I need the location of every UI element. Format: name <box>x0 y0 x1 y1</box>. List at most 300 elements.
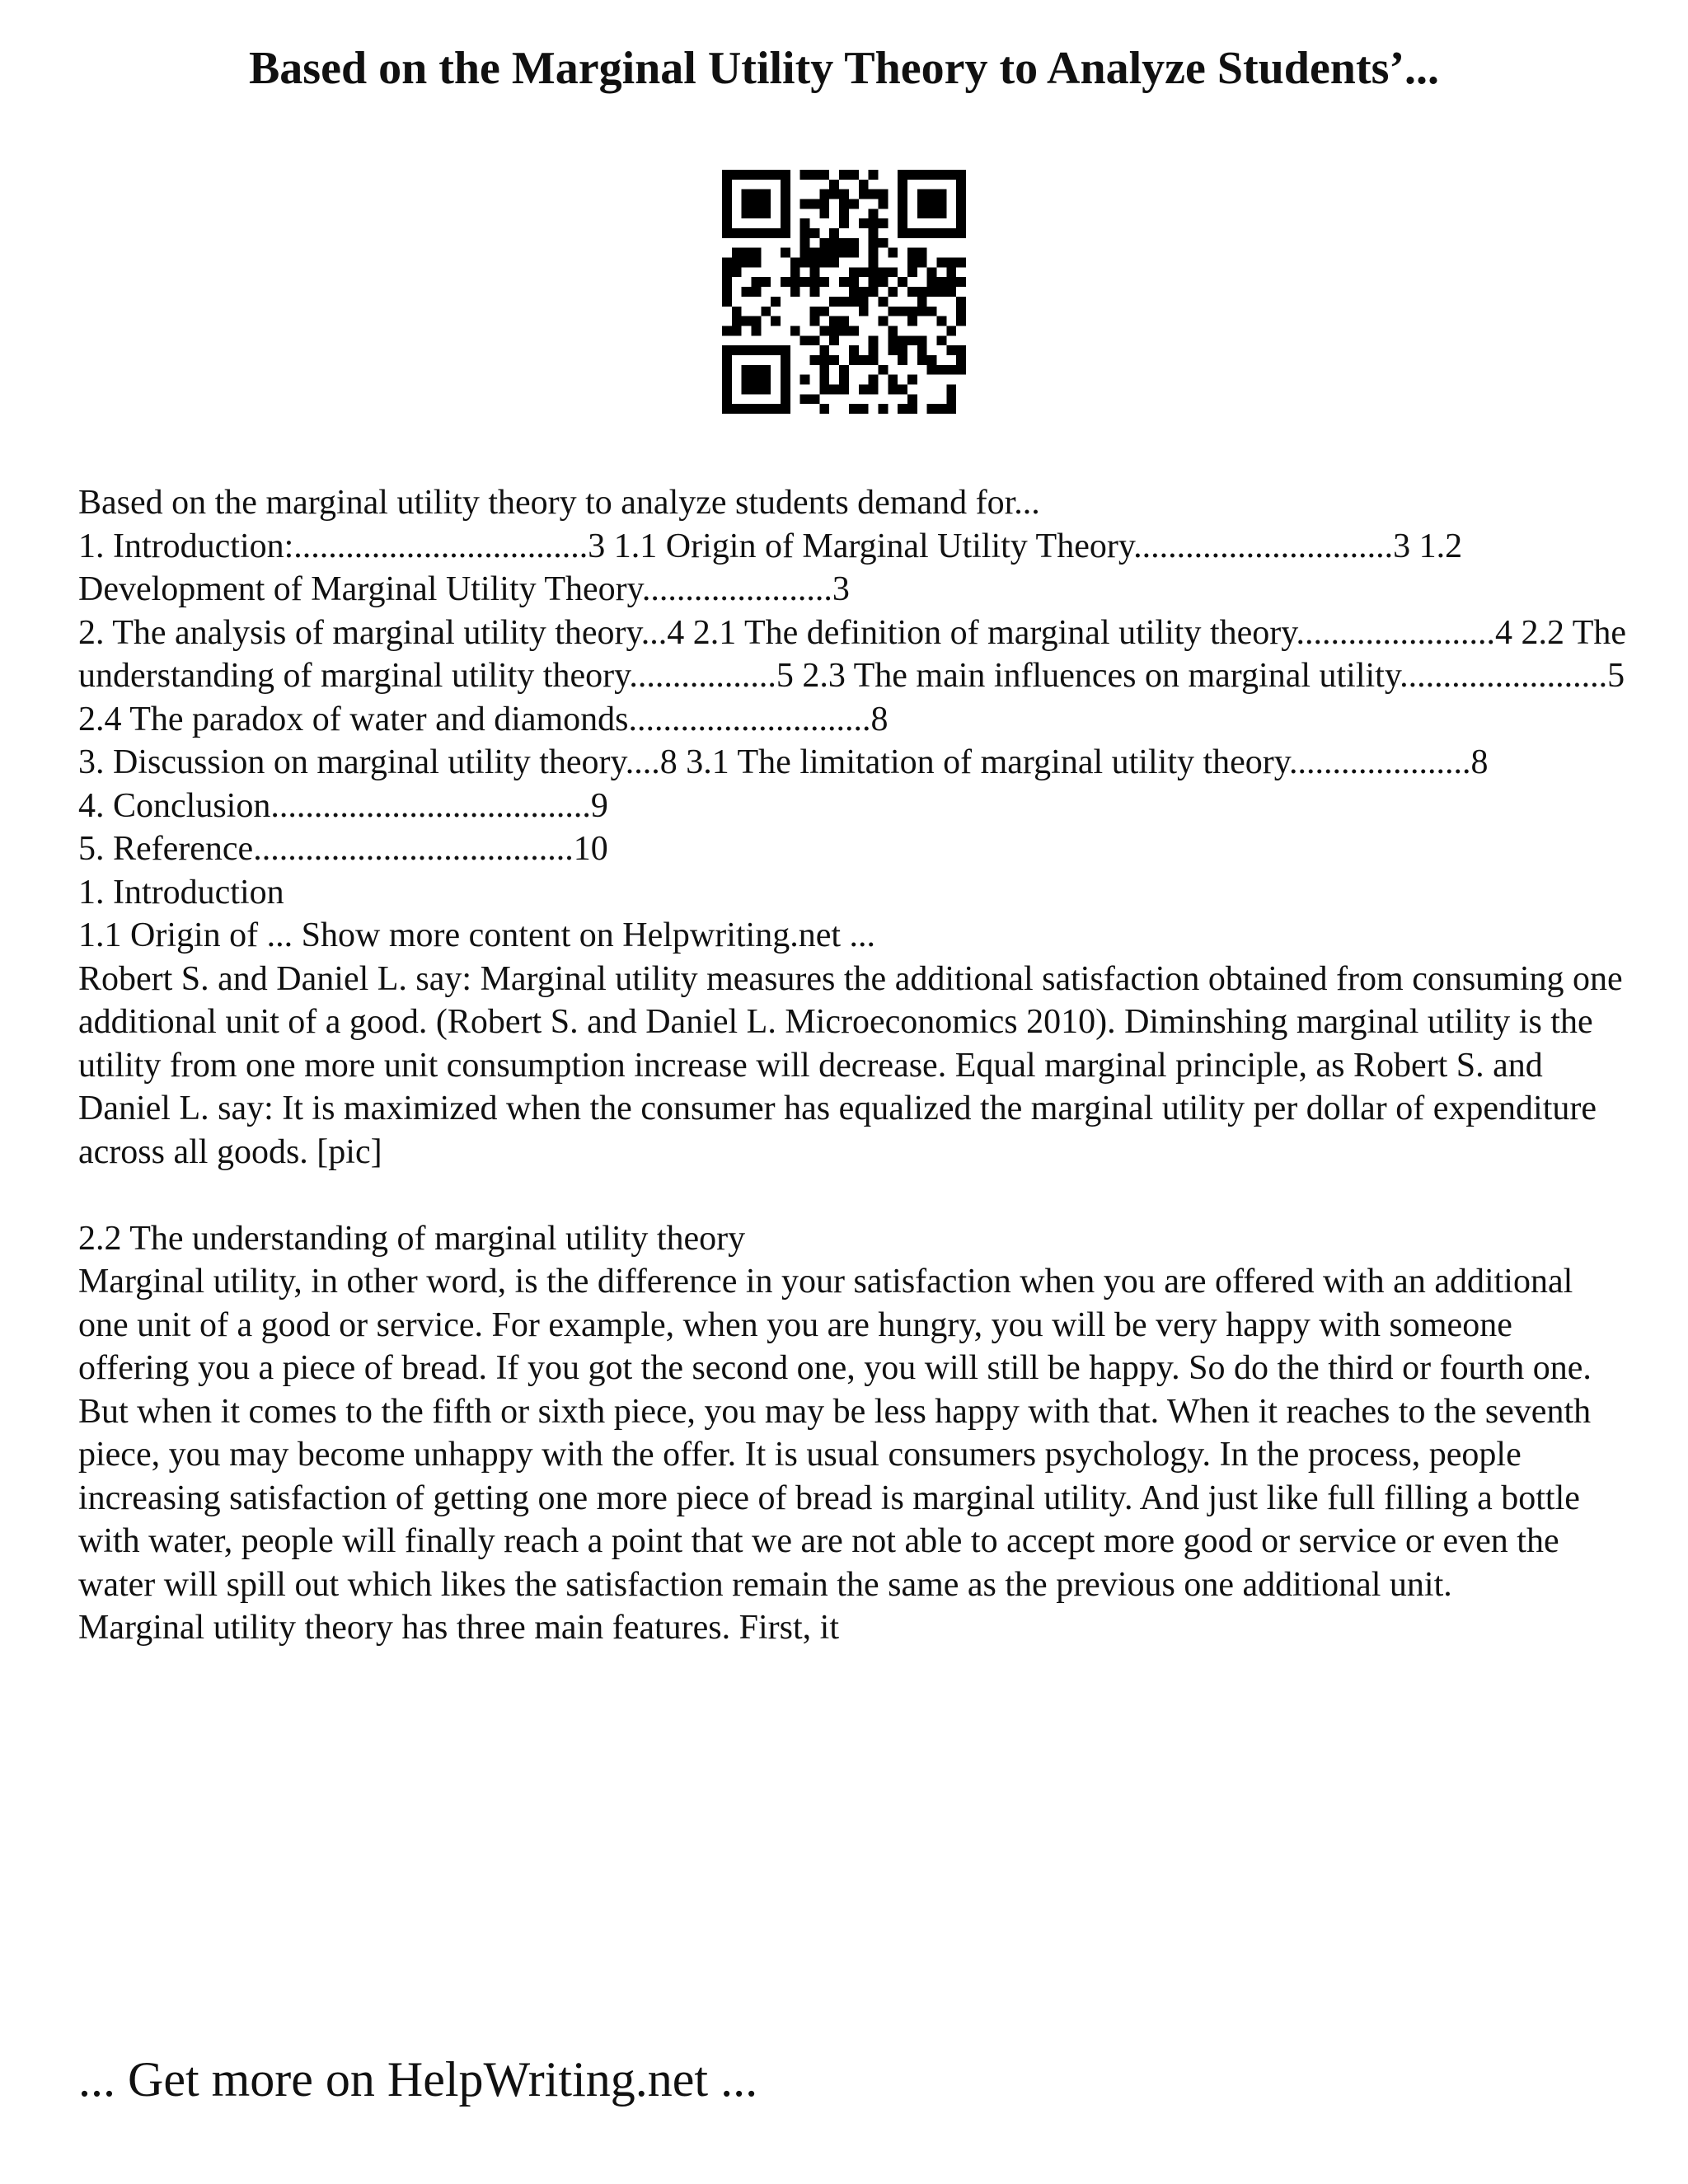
qr-module <box>946 365 956 375</box>
qr-module <box>829 180 839 190</box>
qr-module <box>722 345 732 355</box>
qr-module <box>810 228 820 238</box>
qr-module <box>936 228 946 238</box>
qr-module <box>927 355 937 365</box>
qr-module <box>927 404 937 414</box>
qr-module <box>878 199 888 209</box>
qr-module <box>849 238 859 248</box>
qr-module <box>810 316 820 326</box>
qr-module <box>927 277 937 287</box>
qr-module <box>927 365 937 375</box>
qr-module <box>722 355 732 365</box>
qr-module <box>742 384 752 394</box>
qr-module <box>752 365 762 375</box>
qr-module <box>722 394 732 404</box>
qr-module <box>859 307 869 316</box>
qr-module <box>878 297 888 307</box>
qr-module <box>732 267 742 277</box>
qr-module <box>752 384 762 394</box>
qr-module <box>781 209 790 218</box>
section-heading: 2.2 The understanding of marginal utility theory <box>78 1219 746 1258</box>
qr-module <box>859 404 869 414</box>
qr-module <box>917 170 927 180</box>
qr-module <box>869 209 879 218</box>
qr-module <box>810 277 820 287</box>
qr-module <box>859 384 869 394</box>
qr-module <box>859 267 869 277</box>
qr-module <box>752 228 762 238</box>
qr-module <box>888 375 898 385</box>
qr-module <box>800 394 810 404</box>
qr-module <box>849 355 859 365</box>
qr-module <box>946 267 956 277</box>
qr-module <box>771 345 781 355</box>
qr-module <box>839 238 849 248</box>
qr-module <box>819 277 829 287</box>
qr-module <box>781 218 790 228</box>
qr-module <box>781 199 790 209</box>
qr-module <box>722 199 732 209</box>
qr-module <box>898 404 907 414</box>
qr-module <box>761 277 771 287</box>
qr-module <box>819 307 829 316</box>
qr-module <box>810 335 820 345</box>
qr-module <box>956 365 966 375</box>
qr-module <box>888 287 898 297</box>
qr-code-icon <box>722 170 966 414</box>
qr-module <box>878 277 888 287</box>
qr-module <box>936 335 946 345</box>
qr-module <box>829 384 839 394</box>
qr-module <box>829 316 839 326</box>
qr-module <box>781 355 790 365</box>
qr-module <box>956 209 966 218</box>
qr-module <box>829 335 839 345</box>
qr-module <box>878 218 888 228</box>
qr-module <box>927 287 937 297</box>
qr-module <box>956 170 966 180</box>
qr-module <box>810 267 820 277</box>
qr-module <box>956 258 966 268</box>
qr-module <box>898 228 907 238</box>
qr-module <box>859 218 869 228</box>
qr-module <box>849 345 859 355</box>
qr-module <box>878 404 888 414</box>
qr-module <box>722 267 732 277</box>
qr-module <box>898 307 907 316</box>
qr-module <box>927 209 937 218</box>
qr-module <box>869 375 879 385</box>
qr-module <box>839 375 849 385</box>
qr-module <box>917 287 927 297</box>
qr-module <box>898 209 907 218</box>
qr-module <box>819 190 829 199</box>
qr-module <box>752 190 762 199</box>
qr-module <box>839 218 849 228</box>
qr-module <box>790 277 800 287</box>
qr-module <box>732 170 742 180</box>
qr-module <box>819 170 829 180</box>
qr-module <box>956 199 966 209</box>
qr-module <box>839 384 849 394</box>
qr-module <box>742 365 752 375</box>
qr-module <box>869 335 879 345</box>
qr-module <box>888 345 898 355</box>
qr-module <box>742 199 752 209</box>
qr-module <box>888 384 898 394</box>
qr-module <box>839 277 849 287</box>
qr-module <box>732 307 742 316</box>
qr-module <box>722 258 732 268</box>
qr-module <box>829 326 839 335</box>
qr-module <box>869 355 879 365</box>
qr-module <box>800 375 810 385</box>
qr-module <box>878 238 888 248</box>
qr-module <box>722 218 732 228</box>
qr-module <box>781 277 790 287</box>
qr-module <box>752 277 762 287</box>
qr-module <box>869 287 879 297</box>
qr-module <box>859 287 869 297</box>
qr-module <box>790 326 800 335</box>
qr-module <box>849 248 859 258</box>
qr-module <box>752 404 762 414</box>
qr-module <box>800 248 810 258</box>
qr-module <box>839 297 849 307</box>
qr-module <box>849 326 859 335</box>
qr-module <box>722 228 732 238</box>
qr-module <box>722 180 732 190</box>
document-title: Based on the Marginal Utility Theory to Analyze Students’... <box>248 43 1440 94</box>
qr-module <box>722 287 732 297</box>
qr-module <box>819 209 829 218</box>
qr-module <box>888 326 898 335</box>
qr-module <box>849 404 859 414</box>
qr-module <box>917 258 927 268</box>
qr-module <box>732 345 742 355</box>
qr-module <box>722 404 732 414</box>
qr-module <box>761 209 771 218</box>
qr-module <box>898 180 907 190</box>
qr-module <box>742 248 752 258</box>
qr-module <box>936 258 946 268</box>
qr-module <box>927 267 937 277</box>
qr-module <box>936 365 946 375</box>
qr-module <box>888 307 898 316</box>
qr-module <box>752 316 762 326</box>
qr-module <box>742 316 752 326</box>
qr-module <box>946 228 956 238</box>
qr-module <box>907 248 917 258</box>
qr-module <box>829 297 839 307</box>
qr-module <box>800 238 810 248</box>
qr-module <box>722 209 732 218</box>
qr-module <box>761 199 771 209</box>
qr-module <box>956 355 966 365</box>
intro-line: Based on the marginal utility theory to analyze students demand for... <box>78 484 1040 522</box>
qr-module <box>829 190 839 199</box>
qr-module <box>781 404 790 414</box>
qr-module <box>829 248 839 258</box>
qr-module <box>839 170 849 180</box>
qr-module <box>839 326 849 335</box>
section-heading: 1. Introduction <box>78 873 284 912</box>
qr-module <box>829 258 839 268</box>
qr-module <box>898 199 907 209</box>
qr-module <box>810 258 820 268</box>
qr-module <box>869 190 879 199</box>
qr-module <box>761 345 771 355</box>
qr-module <box>888 267 898 277</box>
qr-module <box>781 345 790 355</box>
qr-module <box>800 170 810 180</box>
qr-module <box>898 170 907 180</box>
toc-entry-4: 4. Conclusion.....................................9 <box>78 786 608 825</box>
qr-module <box>917 228 927 238</box>
toc-entry-3: 3. Discussion on marginal utility theory....8 3.1 The limitation of marginal utility theory.....................8 <box>78 743 1489 781</box>
qr-module <box>781 384 790 394</box>
qr-module <box>839 199 849 209</box>
qr-module <box>839 248 849 258</box>
qr-module <box>781 190 790 199</box>
qr-module <box>859 190 869 199</box>
qr-module <box>839 209 849 218</box>
qr-module <box>761 307 771 316</box>
qr-module <box>849 170 859 180</box>
qr-module <box>761 190 771 199</box>
qr-module <box>819 238 829 248</box>
qr-module <box>732 326 742 335</box>
qr-module <box>790 258 800 268</box>
qr-module <box>839 316 849 326</box>
qr-module <box>956 316 966 326</box>
qr-module <box>869 170 879 180</box>
qr-module <box>771 404 781 414</box>
qr-module <box>752 209 762 218</box>
toc-entry-5: 5. Reference.....................................10 <box>78 830 608 868</box>
section-tail: Marginal utility theory has three main features. First, it <box>78 1609 840 1647</box>
qr-module <box>829 355 839 365</box>
section-body: Robert S. and Daniel L. say: Marginal utility measures the additional satisfaction obtained from consuming one additional unit of a good. (Robert S. and Daniel L. Microeconomics 2010). Diminshing marginal utility is the utility from one more unit consumption increase will decrease. Equal marginal principle, as Robert S. and Daniel L. say: It is maximized when the consumer has equalized the marginal utility per dollar of expenditure across all goods. [pic] <box>78 959 1623 1171</box>
qr-module <box>781 394 790 404</box>
qr-module <box>761 404 771 414</box>
qr-module <box>752 375 762 385</box>
qr-module <box>722 375 732 385</box>
qr-module <box>761 384 771 394</box>
qr-module <box>917 190 927 199</box>
qr-module <box>907 307 917 316</box>
qr-module <box>742 209 752 218</box>
qr-module <box>946 384 956 394</box>
qr-module <box>722 277 732 287</box>
qr-module <box>869 248 879 258</box>
qr-module <box>946 258 956 268</box>
qr-module <box>898 277 907 287</box>
qr-module <box>819 404 829 414</box>
qr-module <box>819 258 829 268</box>
qr-module <box>907 287 917 297</box>
qr-module <box>907 404 917 414</box>
qr-module <box>956 277 966 287</box>
qr-module <box>742 404 752 414</box>
qr-module <box>898 335 907 345</box>
qr-module <box>869 218 879 228</box>
qr-module <box>946 170 956 180</box>
qr-module <box>752 345 762 355</box>
qr-module <box>732 228 742 238</box>
qr-module <box>722 297 732 307</box>
qr-module <box>849 277 859 287</box>
qr-module <box>810 287 820 297</box>
qr-module <box>771 297 781 307</box>
qr-module <box>800 277 810 287</box>
qr-module <box>898 345 907 355</box>
qr-module <box>800 228 810 238</box>
qr-module <box>800 335 810 345</box>
qr-module <box>917 199 927 209</box>
qr-module <box>839 365 849 375</box>
qr-module <box>752 199 762 209</box>
qr-module <box>927 307 937 316</box>
qr-module <box>742 190 752 199</box>
qr-module <box>722 326 732 335</box>
qr-module <box>936 404 946 414</box>
qr-module <box>907 258 917 268</box>
qr-module <box>859 355 869 365</box>
qr-module <box>936 277 946 287</box>
qr-module <box>722 365 732 375</box>
qr-module <box>752 248 762 258</box>
qr-module <box>732 258 742 268</box>
qr-module <box>869 345 879 355</box>
qr-module <box>810 248 820 258</box>
qr-module <box>722 190 732 199</box>
qr-module <box>956 218 966 228</box>
qr-module <box>917 307 927 316</box>
qr-module <box>761 365 771 375</box>
qr-module <box>771 170 781 180</box>
qr-module <box>936 170 946 180</box>
qr-module <box>907 394 917 404</box>
qr-module <box>732 404 742 414</box>
qr-module <box>810 355 820 365</box>
qr-module <box>810 199 820 209</box>
qr-module <box>917 248 927 258</box>
qr-module <box>752 170 762 180</box>
qr-module <box>829 228 839 238</box>
qr-module <box>907 335 917 345</box>
section-body: Marginal utility, in other word, is the difference in your satisfaction when you are offered with an additional one unit of a good or service. For example, when you are hungry, you will be very happy with someone offering you a piece of bread. If you got the second one, you will still be happy. So do the third or fourth one. But when it comes to the fifth or sixth piece, you may be less happy with that. When it reaches to the seventh piece, you may become unhappy with the offer. It is usual consumers psychology. In the process, people increasing satisfaction of getting one more piece of bread is marginal utility. And just like full filling a bottle with water, people will finally reach a point that we are not able to accept more good or service or even the water will spill out which likes the satisfaction remain the same as the previous one additional unit. <box>78 1263 1592 1604</box>
qr-module <box>927 199 937 209</box>
qr-module <box>888 248 898 258</box>
qr-module <box>781 180 790 190</box>
qr-module <box>819 375 829 385</box>
qr-module <box>907 170 917 180</box>
qr-module <box>819 384 829 394</box>
section-subheading: 1.1 Origin of ... Show more content on Helpwriting.net ... <box>78 916 876 954</box>
qr-module <box>761 170 771 180</box>
qr-module <box>946 326 956 335</box>
qr-module <box>810 307 820 316</box>
qr-module <box>819 345 829 355</box>
qr-module <box>869 384 879 394</box>
qr-module <box>781 375 790 385</box>
qr-module <box>849 287 859 297</box>
section-understanding <box>78 1217 1628 1650</box>
qr-module <box>810 170 820 180</box>
qr-module <box>732 248 742 258</box>
qr-module <box>869 277 879 287</box>
qr-module <box>878 365 888 375</box>
qr-module <box>742 375 752 385</box>
qr-module <box>869 228 879 238</box>
qr-module <box>800 258 810 268</box>
qr-module <box>742 287 752 297</box>
qr-module <box>761 228 771 238</box>
qr-module <box>956 228 966 238</box>
qr-module <box>898 218 907 228</box>
qr-module <box>800 218 810 228</box>
qr-module <box>927 228 937 238</box>
qr-module <box>888 335 898 345</box>
document-body <box>78 481 1628 1693</box>
qr-module <box>849 297 859 307</box>
qr-module <box>819 199 829 209</box>
qr-module <box>898 384 907 394</box>
qr-module <box>878 190 888 199</box>
qr-module <box>849 199 859 209</box>
qr-module <box>742 258 752 268</box>
qr-module <box>781 248 790 258</box>
qr-module <box>859 297 869 307</box>
qr-module <box>742 170 752 180</box>
qr-module <box>829 238 839 248</box>
footer-link-text[interactable]: ... Get more on HelpWriting.net ... <box>78 2052 758 2107</box>
qr-module <box>878 267 888 277</box>
qr-module <box>878 316 888 326</box>
qr-module <box>771 316 781 326</box>
qr-module <box>907 375 917 385</box>
qr-module <box>927 170 937 180</box>
qr-module <box>869 258 879 268</box>
qr-module <box>927 190 937 199</box>
toc-entry-1: 1. Introduction:..................................3 1.1 Origin of Marginal Utility Theory..............................3 1.2 Development of Marginal Utility Theory......................3 <box>78 527 1463 608</box>
qr-module <box>936 199 946 209</box>
qr-module <box>936 190 946 199</box>
qr-module <box>907 316 917 326</box>
qr-module <box>722 170 732 180</box>
qr-module <box>917 355 927 365</box>
qr-module <box>917 345 927 355</box>
qr-module <box>956 345 966 355</box>
qr-module <box>790 287 800 297</box>
qr-module <box>819 248 829 258</box>
qr-module <box>752 287 762 297</box>
qr-module <box>946 404 956 414</box>
qr-module <box>898 190 907 199</box>
qr-module <box>869 238 879 248</box>
qr-module <box>917 297 927 307</box>
qr-module <box>946 394 956 404</box>
qr-module <box>819 365 829 375</box>
qr-module <box>956 180 966 190</box>
qr-module <box>839 190 849 199</box>
qr-module <box>898 355 907 365</box>
qr-module <box>917 335 927 345</box>
qr-module <box>946 287 956 297</box>
toc-entry-2: 2. The analysis of marginal utility theory...4 2.1 The definition of marginal utility theory.......................4 2.2 The understanding of marginal utility theory.................5 2.3 The main influences on marginal utility........................5 2.4 The paradox of water and diamonds............................8 <box>78 613 1627 738</box>
qr-module <box>819 355 829 365</box>
